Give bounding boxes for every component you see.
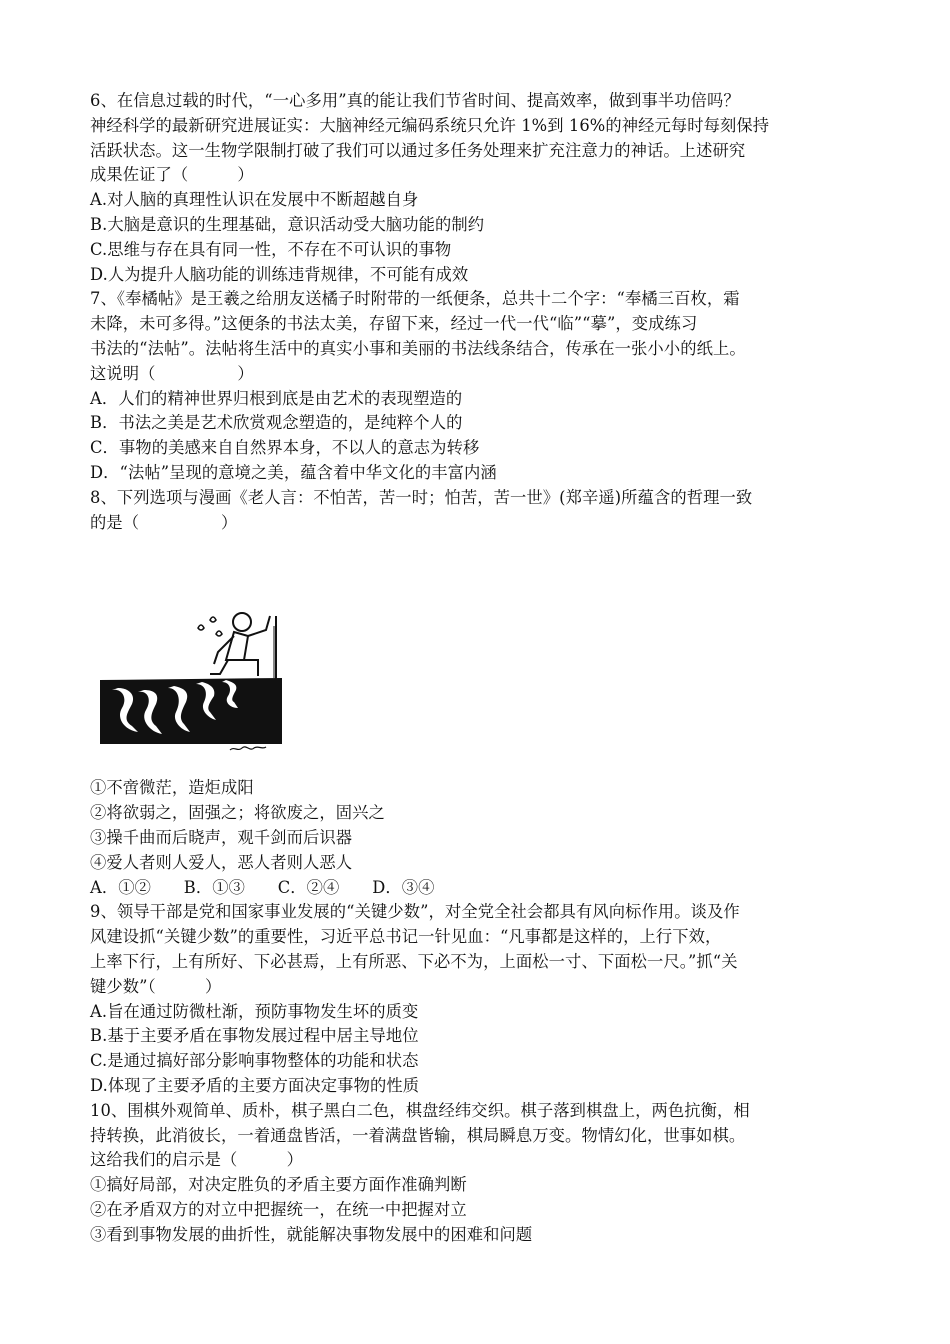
question-6-stem-line: 活跃状态。这一生物学限制打破了我们可以通过多任务处理来扩充注意力的神话。上述研究 [90, 140, 746, 160]
question-9-stem-line: 键少数”（ ） [90, 976, 222, 996]
question-9-stem-line: 风建设抓“关键少数”的重要性，习近平总书记一针见血：“凡事都是这样的，上行下效， [90, 927, 722, 947]
question-10-stem-line: 这给我们的启示是（ ） [90, 1150, 303, 1170]
question-6-option-a: A.对人脑的真理性认识在发展中不断超越自身 [90, 190, 419, 210]
question-7-option-b: B．书法之美是艺术欣赏观念塑造的，是纯粹个人的 [90, 413, 463, 433]
question-8-item-1: ①不啻微茫，造炬成阳 [90, 778, 254, 798]
question-7 [90, 287, 870, 485]
question-7-option-c: C．事物的美感来自自然界本身，不以人的意志为转移 [90, 438, 480, 458]
question-6-stem-line: 神经科学的最新研究进展证实：大脑神经元编码系统只允许 1%到 16%的神经元每时每刻保持 [90, 115, 770, 135]
question-8-stem-line: 的是（ ） [90, 512, 238, 532]
question-7-option-a: A．人们的精神世界归根到底是由艺术的表现塑造的 [90, 388, 463, 408]
question-7-stem-line: 书法的“法帖”。法帖将生活中的真实小事和美丽的书法线条结合，传承在一张小小的纸上。 [90, 338, 746, 358]
question-8-stem-line: 8、下列选项与漫画《老人言：不怕苦，苦一时；怕苦，苦一世》(郑辛遥)所蕴含的哲理一致 [90, 487, 753, 507]
question-10-item-3: ③看到事物发展的曲折性，就能解决事物发展中的困难和问题 [90, 1224, 533, 1244]
question-8 [90, 486, 870, 901]
question-6-option-c: C.思维与存在具有同一性，不存在不可认识的事物 [90, 239, 452, 259]
question-8-item-3: ③操千曲而后晓声，观千剑而后识器 [90, 827, 353, 847]
question-8-item-4: ④爱人者则人爱人，恶人者则人恶人 [90, 852, 353, 872]
question-9-option-c: C.是通过搞好部分影响事物整体的功能和状态 [90, 1051, 419, 1071]
question-10 [90, 1099, 870, 1248]
question-6-option-b: B.大脑是意识的生理基础，意识活动受大脑功能的制约 [90, 214, 485, 234]
question-6 [90, 89, 870, 287]
cartoon-illustration [98, 608, 282, 758]
question-7-stem-line: 未降，未可多得。”这便条的书法太美，存留下来，经过一代一代“临”“摹”，变成练习 [90, 314, 698, 334]
question-6-option-d: D.人为提升人脑功能的训练违背规律，不可能有成效 [90, 264, 469, 284]
question-9 [90, 900, 870, 1098]
question-9-option-d: D.体现了主要矛盾的主要方面决定事物的性质 [90, 1075, 420, 1095]
question-10-item-1: ①搞好局部，对决定胜负的矛盾主要方面作准确判断 [90, 1175, 467, 1195]
question-8-choices: A．①② B．①③ C．②④ D．③④ [90, 877, 435, 897]
question-7-stem-line: 7、《奉橘帖》是王羲之给朋友送橘子时附带的一纸便条，总共十二个字：“奉橘三百枚，霜 [90, 289, 740, 309]
question-6-stem-line: 6、在信息过载的时代，“一心多用”真的能让我们节省时间、提高效率，做到事半功倍吗？ [90, 91, 740, 110]
question-list [90, 89, 870, 1247]
question-10-item-2: ②在矛盾双方的对立中把握统一，在统一中把握对立 [90, 1199, 467, 1219]
question-10-stem-line: 持转换，此消彼长，一着通盘皆活，一着满盘皆输，棋局瞬息万变。物情幻化，世事如棋。 [90, 1125, 746, 1145]
question-7-stem-line: 这说明（ ） [90, 363, 254, 383]
question-9-stem-line: 上率下行，上有所好、下必甚焉，上有所恶、下必不为，上面松一寸、下面松一尺。”抓“关 [90, 951, 738, 971]
question-10-stem-line: 10、围棋外观简单、质朴，棋子黑白二色，棋盘经纬交织。棋子落到棋盘上，两色抗衡，相 [90, 1100, 750, 1120]
question-6-stem-line: 成果佐证了（ ） [90, 165, 254, 185]
question-8-item-2: ②将欲弱之，固强之；将欲废之，固兴之 [90, 803, 385, 823]
question-9-stem-line: 9、领导干部是党和国家事业发展的“关键少数”，对全党全社会都具有风向标作用。谈及作 [90, 902, 740, 922]
question-9-option-a: A.旨在通过防微杜渐，预防事物发生坏的质变 [90, 1001, 419, 1021]
question-9-option-b: B.基于主要矛盾在事物发展过程中居主导地位 [90, 1026, 419, 1046]
question-7-option-d: D．“法帖”呈现的意境之美，蕴含着中华文化的丰富内涵 [90, 462, 497, 482]
